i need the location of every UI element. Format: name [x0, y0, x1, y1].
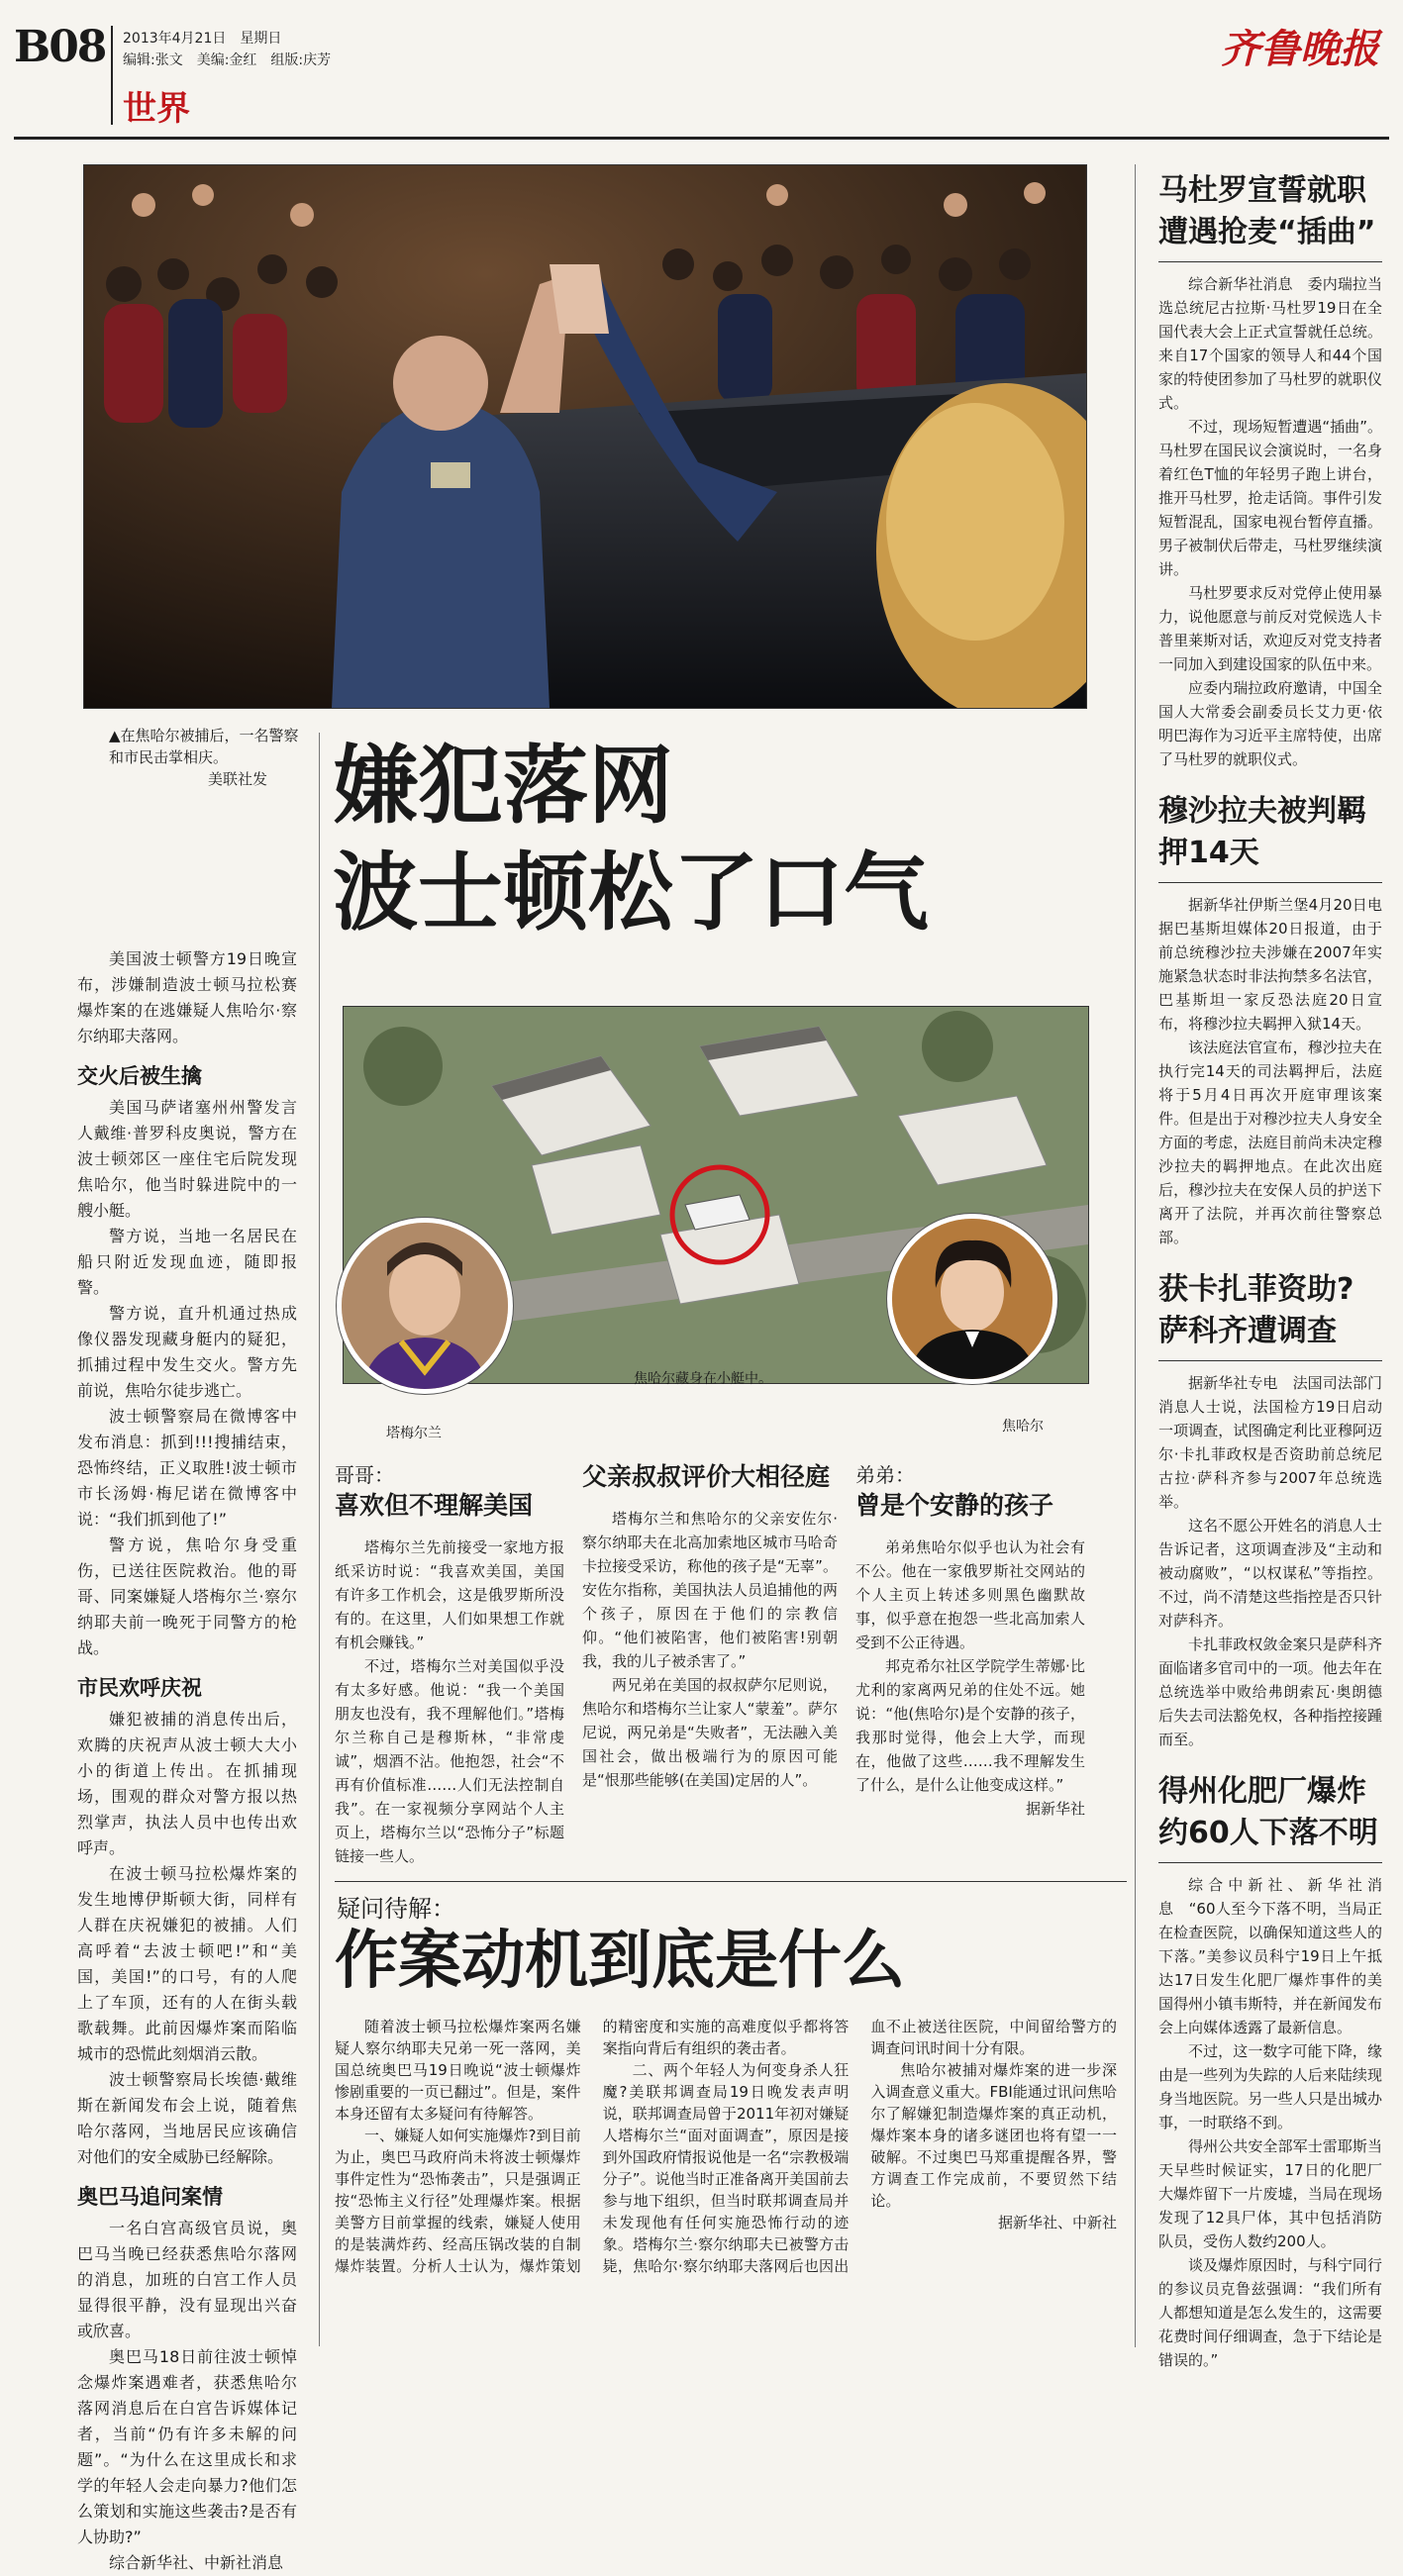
masthead-logo: 齐鲁晚报	[1221, 26, 1379, 72]
celebrate-paragraphs	[77, 1707, 297, 2170]
musharraf-title: 穆沙拉夫被判羁押14天	[1158, 794, 1366, 870]
sarkozy-para: 卡扎菲政权敛金案只是萨科齐面临诸多官司中的一项。他去年在总统选举中败给弗朗索瓦·奥朗德后失去司法豁免权，各种指控接踵而至。	[1158, 1635, 1382, 1748]
caption-credit: 美联社发	[208, 770, 268, 788]
brother-article	[335, 1459, 564, 1868]
younger-body	[855, 1536, 1085, 1821]
header-meta	[123, 28, 331, 71]
musharraf-rule	[1158, 882, 1382, 883]
portrait-dzhokhar	[887, 1214, 1057, 1384]
younger-kicker: 弟弟：	[855, 1463, 915, 1487]
capture-para: 警方说，直升机通过热成像仪器发现藏身艇内的疑犯，抓捕过程中发生交火。警方先前说，焦哈尔徒步逃亡。	[77, 1304, 297, 1400]
maduro-para: 应委内瑞拉政府邀请，中国全国人大常委会副委员长艾力更·依明巴海作为习近平主席特使，出席了马杜罗的就职仪式。	[1158, 679, 1382, 768]
maduro-rule	[1158, 261, 1382, 262]
obama-para: 一名白宫高级官员说，奥巴马当晚已经获悉焦哈尔落网的消息，加班的白宫工作人员显得很平静，没有显现出兴奋或欣喜。	[77, 2219, 297, 2340]
headline-line1: 嫌犯落网	[333, 737, 673, 836]
motive-para: 二、两个年轻人为何变身杀人狂魔?美联邦调查局19日晚发表声明说，联邦调查局曾于2011年初对嫌疑人塔梅尔兰“面对面调查”，原因是接到外国政府情报说他是一名“宗教极端分子”。说他当时正准备离开美国前去参与地下组织，但当时联邦调查局并未发现他有任何实施恐怖行动的迹象。塔梅尔兰·察尔纳耶夫已被警方击毙，焦哈尔·察尔纳耶夫落网后也因出血不止被送往医院，中间留给警方的调查问讯时间十分有限。	[602, 2018, 1117, 2275]
header-rule	[14, 137, 1389, 140]
younger-source: 据新华社	[1025, 1800, 1085, 1818]
musharraf-para: 据新华社伊斯兰堡4月20日电 据巴基斯坦媒体20日报道，由于前总统穆沙拉夫涉嫌在2007年实施紧急状态时非法拘禁多名法官，巴基斯坦一家反恐法庭20日宣布，将穆沙拉夫羁押入狱14天。	[1158, 896, 1398, 1033]
brother-title: 喜欢但不理解美国	[335, 1491, 534, 1520]
musharraf-para: 该法庭法官宣布，穆沙拉夫在执行完14天的司法羁押后，法庭将于5月4日再次开庭审理该案件。但是出于对穆沙拉夫人身安全方面的考虑，法庭目前尚未决定穆沙拉夫的羁押地点。在此次出庭后，穆沙拉夫在安保人员的护送下离开了法院，并再次前往警察总部。	[1158, 1039, 1382, 1246]
father-body	[582, 1507, 838, 1792]
sarkozy-para: 据新华社专电 法国司法部门消息人士说，法国检方19日启动一项调查，试图确定利比亚穆阿迈尔·卡扎菲政权是否资助前总统尼古拉·萨科齐参与2007年总统选举。	[1158, 1374, 1382, 1511]
right-column	[1158, 170, 1398, 2372]
celebrate-para: 嫌犯被捕的消息传出后，欢腾的庆祝声从波士顿大大小小的街道上传出。在抓捕现场，围观的群众对警方报以热烈掌声，执法人员中也传出欢呼声。	[77, 1710, 297, 1857]
capture-para: 警方说，当地一名居民在船只附近发现血迹，随即报警。	[77, 1227, 297, 1297]
celebrate-para: 在波士顿马拉松爆炸案的发生地博伊斯顿大街，同样有人群在庆祝嫌犯的被捕。人们高呼着“去波士顿吧!”和“美国，美国!”的口号，有的人爬上了车顶，还有的人在街头载歌载舞。此前因爆炸案而陷临城市的恐慌此刻烟消云散。	[77, 1864, 297, 2063]
header-divider	[111, 26, 113, 125]
article-maduro	[1158, 170, 1382, 771]
maduro-para: 综合新华社消息 委内瑞拉当选总统尼古拉斯·马杜罗19日在全国代表大会上正式宣誓就任总统。来自17个国家的领导人和44个国家的特使团参加了马杜罗的就职仪式。	[1158, 275, 1382, 412]
sarkozy-title: 获卡扎菲资助?萨科齐遭调查	[1158, 1272, 1354, 1348]
sarkozy-body	[1158, 1371, 1382, 1751]
article-texas	[1158, 1771, 1382, 2372]
left-column	[77, 946, 297, 2576]
texas-para: 不过，这一数字可能下降，缘由是一些列为失踪的人后来陆续现身当地医院。另一些人只是出城办事，一时联络不到。	[1158, 2042, 1382, 2131]
sarkozy-rule	[1158, 1360, 1382, 1361]
brother-para: 不过，塔梅尔兰对美国似乎没有太多好感。他说：“我一个美国朋友也没有，我不理解他们。”塔梅尔兰称自己是穆斯林，“非常虔诚”，烟酒不沾。他抱怨，社会“不再有价值标准……人们无法控制自我”。在一家视频分享网站个人主页上，塔梅尔兰以“恐怖分子”标题链接一些人。	[335, 1657, 564, 1865]
section-name: 世界	[123, 89, 190, 129]
father-title: 父亲叔叔评价大相径庭	[582, 1462, 831, 1491]
portrait-right-name: 焦哈尔	[1002, 1419, 1044, 1435]
main-headline	[333, 733, 1105, 946]
capture-para: 警方说，焦哈尔身受重伤，已送往医院救治。他的哥哥、同案嫌疑人塔梅尔兰·察尔纳耶夫前一晚死于同警方的枪战。	[77, 1536, 297, 1657]
top-photo-caption	[109, 725, 307, 790]
article-sarkozy	[1158, 1269, 1382, 1751]
motive-para: 焦哈尔被捕对爆炸案的进一步深入调查意义重大。FBI能通过讯问焦哈尔了解嫌犯制造爆炸案的真正动机，爆炸案本身的诸多谜团也将有望一一破解。不过奥巴马郑重提醒各界，警方调查工作完成前，不要贸然下结论。	[870, 2061, 1117, 2210]
capture-para: 美国马萨诸塞州州警发言人戴维·普罗科皮奥说，警方在波士顿郊区一座住宅后院发现焦哈尔，他当时躲进院中的一艘小艇。	[77, 1098, 297, 1220]
motive-para: 一、嫌疑人如何实施爆炸?到目前为止，奥巴马政府尚未将波士顿爆炸事件定性为“恐怖袭击”，只是强调正按“恐怖主义行径”处理爆炸案。根据美警方目前掌握的线索，嫌疑人使用的是装满炸药、经高压锅改装的自制爆炸装置。分析人士认为，爆炸策划的精密度和实施的高难度似乎都将答案指向背后有组织的袭击者。	[335, 2018, 850, 2275]
motive-rule	[335, 1881, 1127, 1882]
capture-para: 波士顿警察局在微博客中发布消息：抓到!!!搜捕结束，恐怖终结，正义取胜!波士顿市市长汤姆·梅尼诺在微博客中说：“我们抓到他了!”	[77, 1407, 297, 1529]
celebration-photo-illustration	[84, 165, 1086, 708]
brother-kicker: 哥哥：	[335, 1463, 394, 1487]
column-divider-right	[1135, 164, 1136, 2347]
brother-para: 塔梅尔兰先前接受一家地方报纸采访时说：“我喜欢美国，美国有许多工作机会，这是俄罗斯所没有的。在这里，人们如果想工作就有机会赚钱。”	[335, 1538, 564, 1651]
maduro-para: 不过，现场短暂遭遇“插曲”。马杜罗在国民议会演说时，一名身着红色T恤的年轻男子跑上讲台，推开马杜罗，抢走话筒。事件引发短暂混乱，国家电视台暂停直播。男子被制伏后带走，马杜罗继续演讲。	[1158, 418, 1382, 578]
subhead-capture: 交火后被生擒	[77, 1064, 202, 1088]
dzhokhar-photo	[892, 1219, 1052, 1379]
maduro-title: 马杜罗宣誓就职遭遇抢麦“插曲”	[1158, 173, 1376, 249]
column-divider-left	[319, 733, 320, 2346]
younger-para: 弟弟焦哈尔似乎也认为社会有不公。他在一家俄罗斯社交网站的个人主页上转述多则黑色幽默故事，似乎意在抱怨一些北高加索人受到不公正待遇。	[855, 1538, 1085, 1651]
subhead-celebrate: 市民欢呼庆祝	[77, 1676, 202, 1700]
editors-line: 编辑:张文 美编:金红 组版:庆芳	[123, 52, 332, 68]
motive-kicker: 疑问待解：	[337, 1895, 455, 1923]
brother-body	[335, 1536, 564, 1868]
texas-rule	[1158, 1862, 1382, 1863]
aerial-caption: 焦哈尔藏身在小艇中。	[634, 1371, 772, 1387]
capture-paragraphs	[77, 1095, 297, 1661]
maduro-body	[1158, 272, 1382, 771]
sarkozy-para: 这名不愿公开姓名的消息人士告诉记者，这项调查涉及“主动和被动腐败”，“以权谋私”等指控。不过，尚不清楚这些指控是否只针对萨科齐。	[1158, 1517, 1382, 1630]
left-source: 综合新华社、中新社消息	[109, 2553, 284, 2572]
motive-source: 据新华社、中新社	[997, 2214, 1117, 2231]
texas-para: 谈及爆炸原因时，与科宁同行的参议员克鲁兹强调：“我们所有人都想知道是怎么发生的，这需要花费时间仔细调查，急于下结论是错误的。”	[1158, 2256, 1382, 2369]
tamerlan-photo	[342, 1223, 508, 1389]
motive-title: 作案动机到底是什么	[335, 1925, 905, 1998]
texas-para: 综合中新社、新华社消息 “60人至今下落不明，当局正在检查医院，以确保知道这些人的下落。”美参议员科宁19日上午抵达17日发生化肥厂爆炸事件的美国得州小镇韦斯特，并在新闻发布会上向媒体透露了最新信息。	[1158, 1876, 1382, 2036]
issue-date: 2013年4月21日 星期日	[123, 31, 282, 47]
obama-para: 奥巴马18日前往波士顿悼念爆炸案遇难者，获悉焦哈尔落网消息后在白宫告诉媒体记者，当前“仍有许多未解的问题”。“为什么在这里成长和求学的年轻人会走向暴力?他们怎么策划和实施这些袭击?是否有人协助?”	[77, 2347, 297, 2546]
page-code: B08	[14, 22, 106, 72]
celebrate-para: 波士顿警察局长埃德·戴维斯在新闻发布会上说，随着焦哈尔落网，当地居民应该确信对他们的安全威胁已经解除。	[77, 2070, 297, 2166]
portrait-tamerlan	[337, 1218, 513, 1394]
intro-paragraph: 美国波士顿警方19日晚宣布，涉嫌制造波士顿马拉松赛爆炸案的在逃嫌疑人焦哈尔·察尔纳耶夫落网。	[77, 949, 297, 1045]
motive-body	[335, 2016, 1117, 2342]
portrait-left-name: 塔梅尔兰	[386, 1426, 442, 1441]
obama-paragraphs	[77, 2216, 297, 2550]
motive-para: 随着波士顿马拉松爆炸案两名嫌疑人察尔纳耶夫兄弟一死一落网，美国总统奥巴马19日晚说“波士顿爆炸惨剧重要的一页已翻过”。但是，案件本身还留有太多疑问有待解答。	[335, 2018, 581, 2123]
headline-line2: 波士顿松了口气	[333, 843, 929, 942]
subhead-obama: 奥巴马追问案情	[77, 2185, 223, 2209]
younger-brother-article	[855, 1459, 1085, 1821]
father-para: 塔梅尔兰和焦哈尔的父亲安佐尔·察尔纳耶夫在北高加索地区城市马哈奇卡拉接受采访，称他的孩子是“无辜”。安佐尔指称，美国执法人员追捕他的两个孩子，原因在于他们的宗教信仰。“他们被陷害，他们被陷害!别朝我，我的儿子被杀害了。”	[582, 1510, 838, 1670]
younger-para: 邦克希尔社区学院学生蒂娜·比尤利的家离两兄弟的住处不远。她说：“他(焦哈尔)是个安静的孩子，我那时觉得，他会上大学，而现在，他做了这些……我不理解发生了什么，是什么让他变成这样。”	[855, 1657, 1085, 1794]
texas-body	[1158, 1873, 1382, 2372]
father-para: 两兄弟在美国的叔叔萨尔尼则说，焦哈尔和塔梅尔兰让家人“蒙羞”。萨尔尼说，两兄弟是“失败者”，无法融入美国社会，做出极端行为的原因可能是“恨那些能够(在美国)定居的人”。	[582, 1676, 838, 1789]
article-musharraf	[1158, 791, 1398, 1249]
texas-title: 得州化肥厂爆炸约60人下落不明	[1158, 1774, 1378, 1850]
maduro-para: 马杜罗要求反对党停止使用暴力，说他愿意与前反对党候选人卡普里莱斯对话，欢迎反对党支持者一同加入到建设国家的队伍中来。	[1158, 584, 1382, 673]
younger-title: 曾是个安静的孩子	[855, 1491, 1054, 1520]
father-uncle-article	[582, 1459, 838, 1792]
top-photo	[83, 164, 1087, 709]
musharraf-body	[1158, 893, 1398, 1249]
texas-para: 得州公共安全部军士雷耶斯当天早些时候证实，17日的化肥厂大爆炸留下一片废墟，当局在现场发现了12具尸体，其中包括消防队员，受伤人数约200人。	[1158, 2137, 1382, 2250]
caption-text: ▲在焦哈尔被捕后，一名警察和市民击掌相庆。	[109, 727, 299, 766]
